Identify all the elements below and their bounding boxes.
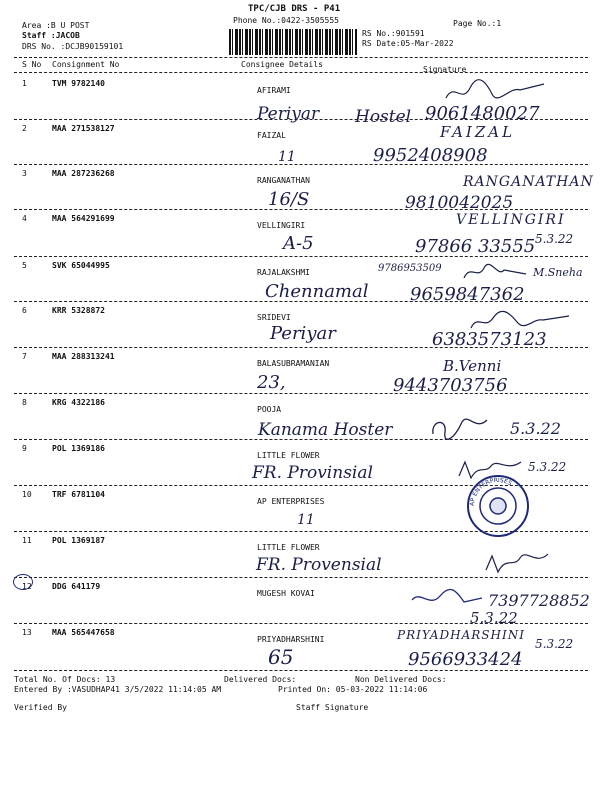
column-sno: S No <box>22 60 42 69</box>
handwritten-address: Periyar <box>270 323 336 344</box>
row-consignment-number: KRG 4322186 <box>52 398 105 407</box>
row-divider <box>14 164 588 165</box>
barcode <box>229 29 357 55</box>
row-serial-number: 7 <box>22 352 27 361</box>
handwritten-signature: VELLINGIRI <box>456 212 566 228</box>
handwritten-address: 23, <box>257 372 286 393</box>
handwritten-signature <box>408 586 486 612</box>
handwritten-phone: 9443703756 <box>393 375 508 396</box>
company-stamp <box>464 472 532 540</box>
row-consignment-number: TVM 9782140 <box>52 79 105 88</box>
column-consignment: Consignment No <box>52 60 120 69</box>
row-consignment-number: SVK 65044995 <box>52 261 110 270</box>
handwritten-address: Kanama Hoster <box>258 420 393 440</box>
phone-number: Phone No.:0422-3505555 <box>233 16 339 25</box>
row-serial-number: 9 <box>22 444 27 453</box>
handwritten-phone: 7397728852 <box>488 591 590 610</box>
delivered-docs: Delivered Docs: <box>224 675 297 684</box>
handwritten-phone: 9566933424 <box>408 649 523 670</box>
handwritten-date: 5.3.22 <box>528 460 567 474</box>
handwritten-address: 16/S <box>268 189 310 210</box>
handwritten-date: 5.3.22 <box>470 609 518 627</box>
handwritten-note: 9786953509 <box>378 263 442 274</box>
column-consignee: Consignee Details <box>241 60 323 69</box>
header-divider-bottom <box>14 72 588 73</box>
handwritten-date: 5.3.22 <box>510 419 561 438</box>
row-consignee-name: RANGANATHAN <box>257 176 310 185</box>
row-serial-number: 4 <box>22 214 27 223</box>
row-consignee-name: AFIRAMI <box>257 86 291 95</box>
handwritten-phone: 9659847362 <box>410 284 525 305</box>
header-divider-top <box>14 57 588 58</box>
row-consignment-number: TRF 6781104 <box>52 490 105 499</box>
handwritten-phone: 9952408908 <box>373 145 488 166</box>
handwritten-signature <box>482 548 552 578</box>
handwritten-signature <box>440 78 560 106</box>
row-consignee-name: FAIZAL <box>257 131 286 140</box>
column-signature: Signature <box>423 65 467 74</box>
handwritten-signature: FAIZAL <box>440 123 516 141</box>
entered-by: Entered By :VASUDHAP41 3/5/2022 11:14:05 AM <box>14 685 222 694</box>
row-consignee-name: SRIDEVI <box>257 313 291 322</box>
handwritten-signature: RANGANATHAN <box>463 174 594 190</box>
row-consignee-name: POOJA <box>257 405 282 414</box>
row-consignee-name: BALASUBRAMANIAN <box>257 359 330 368</box>
row-serial-number: 11 <box>22 536 32 545</box>
handwritten-address: 65 <box>268 645 294 669</box>
row-consignment-number: KRR 5328872 <box>52 306 105 315</box>
handwritten-signature <box>460 260 530 284</box>
row-consignment-number: MAA 564291699 <box>52 214 115 223</box>
staff-signature: Staff Signature <box>296 703 369 712</box>
row-consignment-number: MAA 565447658 <box>52 628 115 637</box>
handwritten-signature <box>465 308 575 334</box>
handwritten-phone: 9810042025 <box>405 193 514 213</box>
row-consignment-number: MAA 271538127 <box>52 124 115 133</box>
row-serial-number: 12 <box>22 582 32 591</box>
handwritten-address: FR. Provinsial <box>252 463 373 483</box>
handwritten-mark: 11 <box>297 512 315 528</box>
handwritten-address: A-5 <box>283 233 314 254</box>
row-consignee-name: LITTLE FLOWER <box>257 451 320 460</box>
handwritten-signature: B.Venni <box>443 357 502 375</box>
handwritten-address: Chennamal <box>265 281 369 302</box>
page-number: Page No.:1 <box>453 19 502 28</box>
area-label: Area :B U POST <box>22 21 90 30</box>
row-serial-number: 10 <box>22 490 32 499</box>
handwritten-date: 5.3.22 <box>535 637 574 651</box>
handwritten-date: 5.3.22 <box>535 232 574 246</box>
row-consignment-number: MAA 288313241 <box>52 352 115 361</box>
staff-label: Staff :JACOB <box>22 31 80 40</box>
row-consignee-name: VELLINGIRI <box>257 221 306 230</box>
handwritten-phone: 97866 33555 <box>415 236 536 257</box>
row-serial-number: 8 <box>22 398 27 407</box>
row-consignment-number: MAA 287236268 <box>52 169 115 178</box>
total-docs: Total No. Of Docs: 13 <box>14 675 116 684</box>
non-delivered-docs: Non Delivered Docs: <box>355 675 447 684</box>
stamp-text: AP ENTERPRISES <box>468 476 513 507</box>
handwritten-address: Periyar <box>257 104 320 124</box>
printed-on: Printed On: 05-03-2022 11:14:06 <box>278 685 428 694</box>
verified-by: Verified By <box>14 703 67 712</box>
handwritten-phone: 6383573123 <box>432 329 547 350</box>
row-serial-number: 2 <box>22 124 27 133</box>
row-serial-number: 5 <box>22 261 27 270</box>
row-consignee-name: MUGESH KOVAI <box>257 589 315 598</box>
handwritten-signature <box>425 412 495 444</box>
row-serial-number: 6 <box>22 306 27 315</box>
row-serial-number: 3 <box>22 169 27 178</box>
handwritten-address: Hostel <box>355 107 412 127</box>
row-consignee-name: AP ENTERPRISES <box>257 497 325 506</box>
handwritten-mark: 11 <box>278 149 296 165</box>
row-consignee-name: PRIYADHARSHINI <box>257 635 325 644</box>
row-consignment-number: DDG 641179 <box>52 582 101 591</box>
row-consignment-number: POL 1369186 <box>52 444 105 453</box>
rs-number: RS No.:901591 <box>362 29 425 38</box>
rs-date: RS Date:05-Mar-2022 <box>362 39 454 48</box>
document-title: TPC/CJB DRS - P41 <box>248 4 341 14</box>
handwritten-address: FR. Provensial <box>256 555 382 575</box>
row-consignee-name: LITTLE FLOWER <box>257 543 320 552</box>
row-consignee-name: RAJALAKSHMI <box>257 268 310 277</box>
drs-number: DRS No. :DCJB90159101 <box>22 42 124 51</box>
footer-divider <box>14 670 588 671</box>
handwritten-phone: 9061480027 <box>425 103 540 124</box>
row-consignment-number: POL 1369187 <box>52 536 105 545</box>
row-serial-number: 1 <box>22 79 27 88</box>
handwritten-signature: PRIYADHARSHINI <box>397 628 525 642</box>
handwritten-signature: M.Sneha <box>533 266 583 279</box>
handwritten-circle-mark <box>13 574 33 590</box>
row-serial-number: 13 <box>22 628 32 637</box>
